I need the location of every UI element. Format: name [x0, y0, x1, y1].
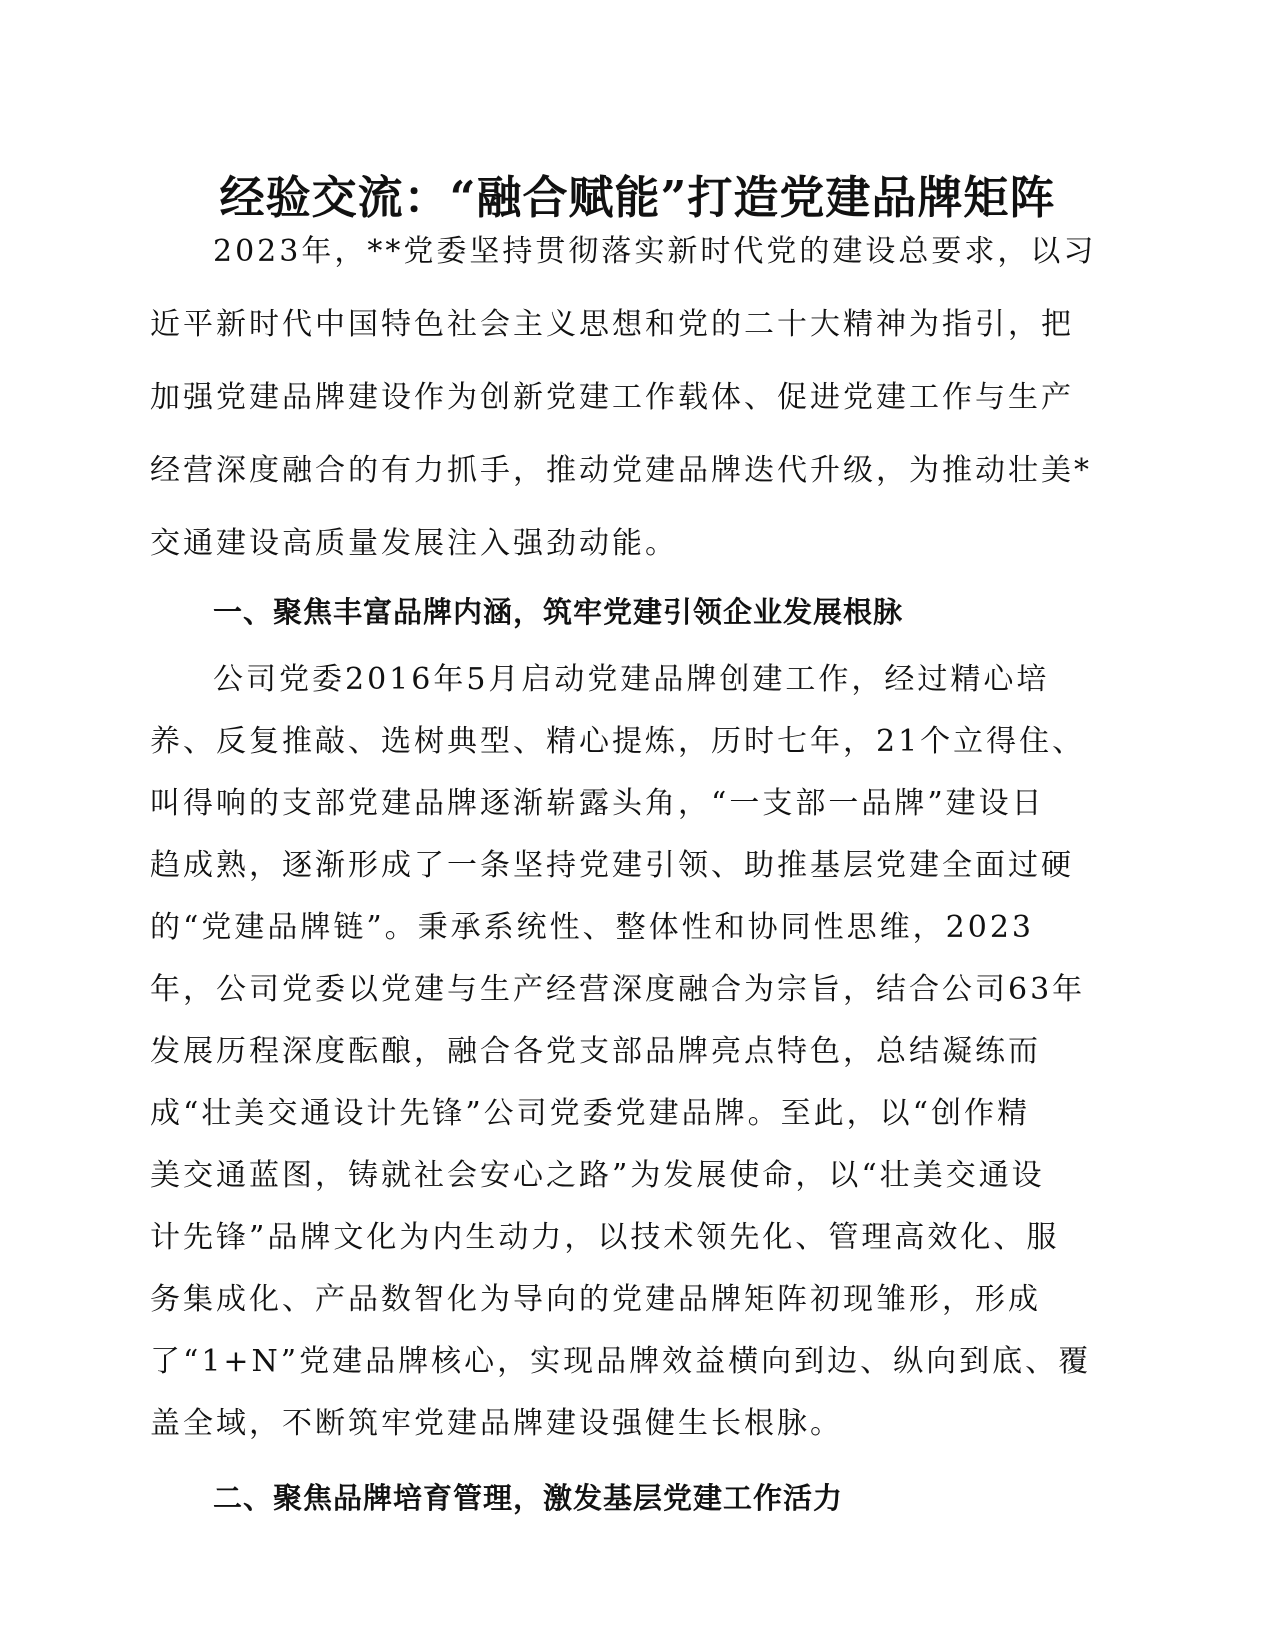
intro-line-4: 经营深度融合的有力抓手，推动党建品牌迭代升级，为推动壮美* — [150, 453, 1092, 488]
section-1-line-6: 年，公司党委以党建与生产经营深度融合为宗旨，结合公司63年 — [150, 972, 1086, 1007]
intro-line-2: 近平新时代中国特色社会主义思想和党的二十大精神为指引，把 — [150, 307, 1074, 342]
section-1-line-9: 美交通蓝图，铸就社会安心之路”为发展使命，以“壮美交通设 — [150, 1158, 1045, 1193]
section-1-line-8: 成“壮美交通设计先锋”公司党委党建品牌。至此，以“创作精 — [150, 1096, 1031, 1131]
section-1-line-1: 公司党委2016年5月启动党建品牌创建工作，经过精心培 — [213, 662, 1050, 697]
section-1-line-10: 计先锋”品牌文化为内生动力，以技术领先化、管理高效化、服 — [150, 1220, 1060, 1255]
section-1-line-7: 发展历程深度酝酿，融合各党支部品牌亮点特色，总结凝练而 — [150, 1034, 1041, 1069]
section-2-heading: 二、聚焦品牌培育管理，激发基层党建工作活力 — [213, 1481, 844, 1515]
section-1-line-12: 了“1+N”党建品牌核心，实现品牌效益横向到边、纵向到底、覆 — [150, 1344, 1092, 1379]
section-1-line-2: 养、反复推敲、选树典型、精心提炼，历时七年，21个立得住、 — [150, 724, 1086, 759]
document-title: 经验交流：“融合赋能”打造党建品牌矩阵 — [219, 171, 1056, 224]
section-1-line-3: 叫得响的支部党建品牌逐渐崭露头角，“一支部一品牌”建设日 — [150, 786, 1045, 821]
intro-line-3: 加强党建品牌建设作为创新党建工作载体、促进党建工作与生产 — [150, 380, 1074, 415]
section-1-heading: 一、聚焦丰富品牌内涵，筑牢党建引领企业发展根脉 — [213, 595, 904, 629]
section-1-line-4: 趋成熟，逐渐形成了一条坚持党建引领、助推基层党建全面过硬 — [150, 848, 1074, 883]
section-1-line-13: 盖全域，不断筑牢党建品牌建设强健生长根脉。 — [150, 1406, 843, 1441]
intro-line-5: 交通建设高质量发展注入强劲动能。 — [150, 526, 678, 561]
intro-line-1: 2023年，**党委坚持贯彻落实新时代党的建设总要求，以习 — [213, 234, 1097, 269]
section-1-line-5: 的“党建品牌链”。秉承系统性、整体性和协同性思维，2023 — [150, 910, 1035, 945]
section-1-line-11: 务集成化、产品数智化为导向的党建品牌矩阵初现雏形，形成 — [150, 1282, 1041, 1317]
